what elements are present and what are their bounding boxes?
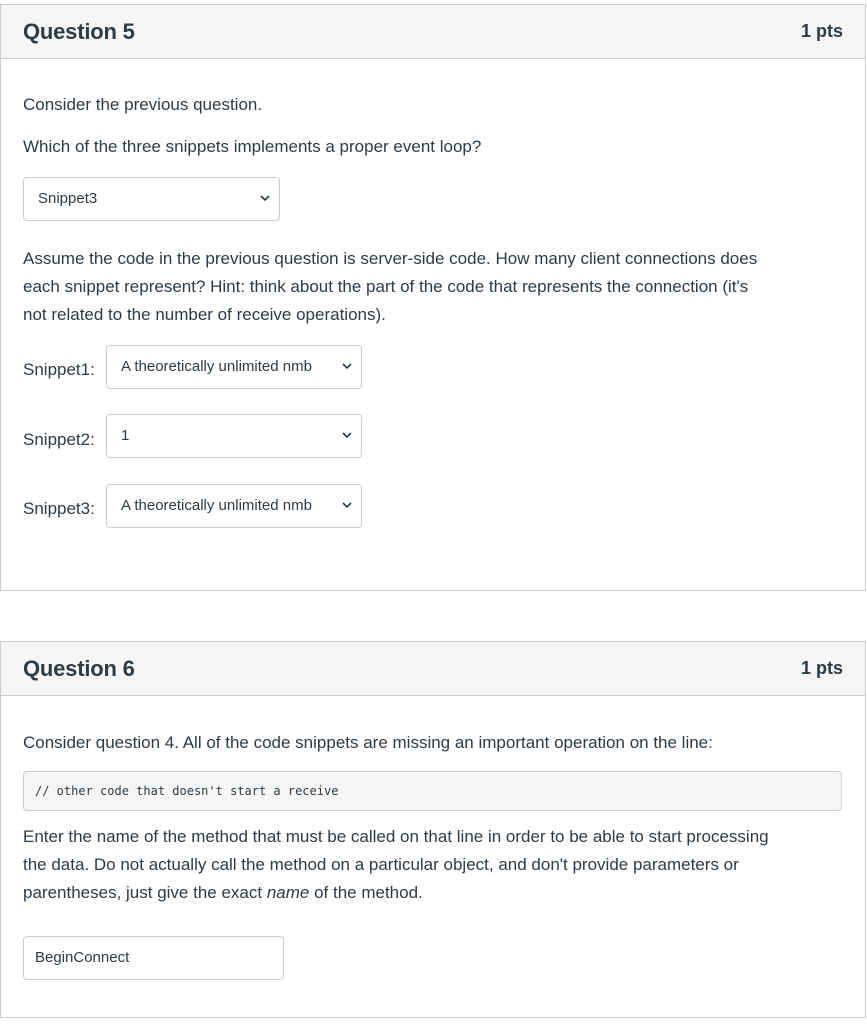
- question-5-body-line-1: Assume the code in the previous question is server-side code. How many client connections does: [23, 249, 758, 268]
- event-loop-select-value: Snippet3: [38, 190, 98, 207]
- snippet1-label: Snippet1:: [23, 360, 95, 379]
- question-5-points: 1 pts: [800, 21, 843, 41]
- snippet3-label: Snippet3:: [23, 499, 95, 518]
- question-6-body-line-3: [23, 879, 423, 907]
- question-6-card: [0, 641, 866, 1018]
- question-5-header: [1, 5, 865, 59]
- snippet3-select-value: A theoretically unlimited nmb: [121, 497, 312, 514]
- question-5-card: [0, 4, 866, 591]
- method-name-input-value: BeginConnect: [35, 949, 130, 966]
- question-5-title: Question 5: [23, 19, 135, 44]
- question-6-body-line-2: the data. Do not actually call the method on a particular object, and don't provide parameters or: [23, 855, 739, 874]
- question-5-body-line-3: not related to the number of receive operations).: [23, 305, 386, 324]
- chevron-down-icon: [341, 431, 353, 439]
- question-5-prompt: Which of the three snippets implements a proper event loop?: [23, 137, 482, 156]
- event-loop-select[interactable]: [23, 177, 280, 221]
- code-snippet-box: [23, 771, 842, 811]
- question-6-title: Question 6: [23, 656, 135, 681]
- snippet1-select-value: A theoretically unlimited nmb: [121, 358, 312, 375]
- chevron-down-icon: [259, 194, 271, 202]
- chevron-down-icon: [341, 362, 353, 370]
- code-snippet-text: // other code that doesn't start a receive: [35, 784, 339, 798]
- snippet1-select[interactable]: [106, 345, 362, 389]
- body-line-3-post: of the method.: [309, 883, 423, 902]
- snippet2-label: Snippet2:: [23, 430, 95, 449]
- question-6-points: 1 pts: [800, 658, 843, 678]
- question-5-body-line-2: each snippet represent? Hint: think about the part of the code that represents the connection (it's: [23, 277, 749, 296]
- question-6-header: [1, 642, 865, 696]
- body-line-3-pre: parentheses, just give the exact: [23, 883, 267, 902]
- question-6-body-line-1: Enter the name of the method that must be called on that line in order to be able to start processing: [23, 827, 769, 846]
- chevron-down-icon: [341, 501, 353, 509]
- snippet2-select[interactable]: [106, 414, 362, 458]
- question-6-intro: Consider question 4. All of the code snippets are missing an important operation on the line:: [23, 733, 713, 752]
- snippet2-select-value: 1: [121, 427, 130, 444]
- body-line-3-emphasis: name: [266, 883, 310, 902]
- snippet3-select[interactable]: [106, 484, 362, 528]
- method-name-input[interactable]: [23, 936, 284, 980]
- question-5-intro: Consider the previous question.: [23, 95, 263, 114]
